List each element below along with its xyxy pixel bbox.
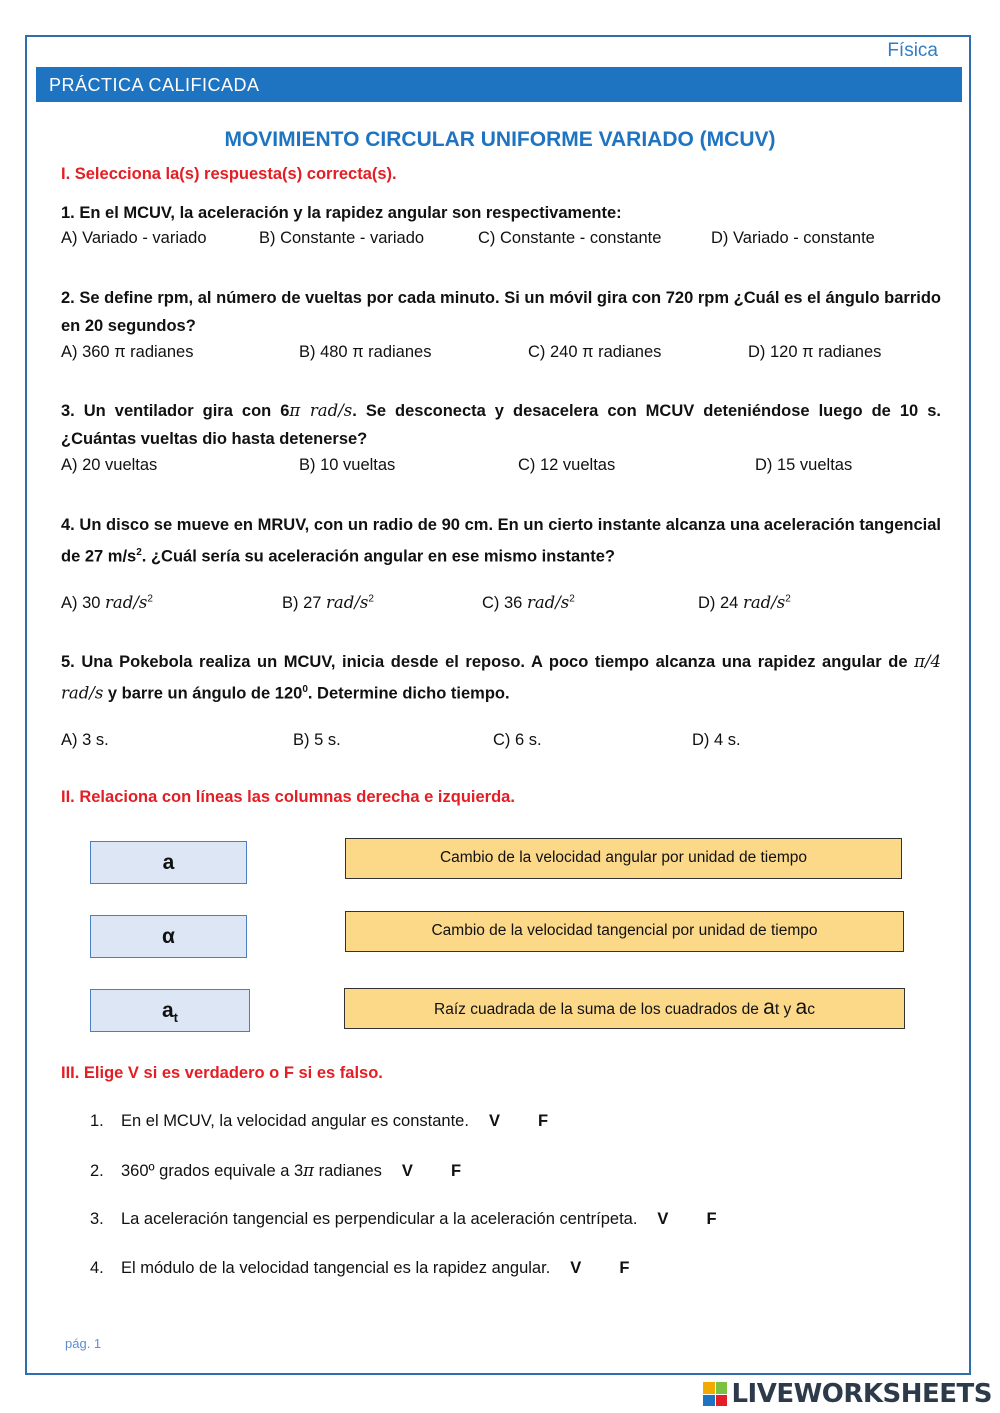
q4-option-d-sup: 2 [785,593,791,605]
match-right-3-t: t y [774,1001,792,1018]
q2-option-c[interactable]: C) 240 π radianes [528,343,662,361]
q4-option-a-value: A) 30 [61,594,101,612]
match-left-at-sub: t [173,1010,179,1026]
q1-option-a[interactable]: A) Variado - variado [61,229,207,247]
match-right-3-a2: a [795,996,808,1019]
tf-item-1-num: 1. [90,1112,104,1130]
tf-item-3-text: La aceleración tangencial es perpendicular a la aceleración centrípeta. [121,1210,638,1228]
q1-option-d[interactable]: D) Variado - constante [711,229,875,247]
tf-item-2 [90,1161,461,1181]
tf-item-4-num: 4. [90,1259,104,1277]
subject-label: Física [887,40,938,61]
q4-option-b-value: B) 27 [282,594,322,612]
q1-option-b[interactable]: B) Constante - variado [259,229,425,247]
tf-item-4 [90,1259,629,1278]
match-right-1-label: Cambio de la velocidad angular por unidad de tiempo [439,849,808,866]
q4-option-b-unit: rad/s [326,593,369,612]
match-right-2[interactable] [345,911,904,952]
question-3 [61,397,941,453]
question-4 [61,511,941,571]
q4-option-c-sup: 2 [569,593,575,605]
match-right-3-label: Raíz cuadrada de la suma de los cuadrados de [434,1001,759,1018]
q4-option-c-value: C) 36 [482,594,523,612]
q5-text-post: . Determine dicho tiempo. [307,684,510,703]
q1-option-c[interactable]: C) Constante - constante [478,229,662,247]
q3-option-b[interactable]: B) 10 vueltas [299,456,396,474]
tf-item-2-num: 2. [90,1162,104,1180]
banner: PRÁCTICA CALIFICADA [36,67,962,102]
page-number: pág. 1 [65,1336,102,1351]
q4-option-c[interactable] [482,593,575,613]
match-left-alpha-label: α [162,925,175,948]
q5-option-c[interactable]: C) 6 s. [493,731,542,749]
tf-item-1 [90,1112,548,1131]
brand-text: LIVEWORKSHEETS [731,1379,992,1409]
q5-option-a[interactable]: A) 3 s. [61,731,109,749]
match-right-3-c: c [807,1001,815,1018]
section-2-title: II. Relaciona con líneas las columnas derecha e izquierda. [61,788,515,806]
match-right-3-a1: a [763,996,775,1019]
match-left-at[interactable] [90,989,250,1032]
q2-option-a[interactable]: A) 360 π radianes [61,343,194,361]
match-right-1[interactable] [345,838,902,879]
tf-item-1-text: En el MCUV, la velocidad angular es constante. [121,1112,469,1130]
q5-option-b[interactable]: B) 5 s. [293,731,341,749]
tf-item-3-true[interactable]: V [657,1210,669,1228]
q5-option-d[interactable]: D) 4 s. [692,731,741,749]
tf-item-4-text: El módulo de la velocidad tangencial es la rapidez angular. [121,1259,551,1277]
match-left-at-label: a [161,999,174,1022]
question-2: 2. Se define rpm, al número de vueltas por cada minuto. Si un móvil gira con 720 rpm ¿Cuál es el ángulo barrido en 20 segundos? [61,289,941,335]
q4-sup: 2 [136,547,142,558]
match-left-alpha[interactable] [90,915,247,958]
q3-option-a[interactable]: A) 20 vueltas [61,456,158,474]
tf-item-4-true[interactable]: V [570,1259,582,1277]
q4-text-pre: 4. Un disco se mueve en MRUV, con un radio de 90 cm. En un cierto instante alcanza una aceleración tangencial de 27 m/s [61,516,941,566]
tf-item-2-text-post: radianes [314,1162,382,1180]
q4-option-a[interactable] [61,593,153,613]
q5-sup: 0 [302,684,308,695]
q4-option-c-unit: rad/s [526,593,570,612]
q4-option-d-unit: rad/s [742,593,786,612]
q4-text-post: . ¿Cuál sería su aceleración angular en ese mismo instante? [141,547,615,566]
q5-math: π/4 rad/s [61,652,941,703]
match-left-a-label: a [162,851,175,874]
q3-text-post: . Se desconecta y desacelera con MCUV deteniéndose luego de 10 s. ¿Cuántas vueltas dio hasta detenerse? [61,402,941,448]
q3-text-pre: 3. Un ventilador gira con 6 [61,402,290,420]
section-3-title: III. Elige V si es verdadero o F si es falso. [61,1064,383,1082]
tf-item-3-num: 3. [90,1210,104,1228]
question-5 [61,648,941,708]
liveworksheets-logo-icon [703,1382,727,1406]
q2-option-b[interactable]: B) 480 π radianes [299,343,432,361]
tf-item-4-false[interactable]: F [619,1259,630,1277]
q2-option-d[interactable]: D) 120 π radianes [748,343,882,361]
q3-option-c[interactable]: C) 12 vueltas [518,456,616,474]
q5-text-mid: y barre un ángulo de 120 [103,684,303,703]
tf-item-2-text-pre: 360º grados equivale a 3 [121,1162,304,1180]
tf-item-3 [90,1210,717,1229]
section-1-title: I. Selecciona la(s) respuesta(s) correcta(s). [61,165,397,183]
liveworksheets-brand [703,1378,992,1410]
match-right-2-label: Cambio de la velocidad tangencial por unidad de tiempo [431,922,818,939]
q3-math: π rad/s [289,401,353,420]
tf-item-3-false[interactable]: F [706,1210,717,1228]
q3-option-d[interactable]: D) 15 vueltas [755,456,853,474]
q4-option-a-sup: 2 [147,593,153,605]
q4-option-d-value: D) 24 [698,594,739,612]
tf-item-1-true[interactable]: V [488,1112,500,1130]
tf-item-2-true[interactable]: V [401,1162,413,1180]
match-right-3[interactable] [344,988,905,1029]
tf-item-1-false[interactable]: F [537,1112,549,1130]
tf-item-2-false[interactable]: F [450,1162,462,1180]
q4-option-b[interactable] [282,593,374,613]
page-title: MOVIMIENTO CIRCULAR UNIFORME VARIADO (MCUV) [224,128,776,151]
question-1: 1. En el MCUV, la aceleración y la rapidez angular son respectivamente: [61,204,622,222]
q4-option-a-unit: rad/s [105,593,148,612]
q5-text-pre: 5. Una Pokebola realiza un MCUV, inicia desde el reposo. A poco tiempo alcanza una rapidez angular de [61,653,915,671]
q4-option-d[interactable] [698,593,791,613]
q4-option-b-sup: 2 [368,593,374,605]
match-left-a[interactable] [90,841,247,884]
tf-item-2-math: π [303,1161,315,1180]
